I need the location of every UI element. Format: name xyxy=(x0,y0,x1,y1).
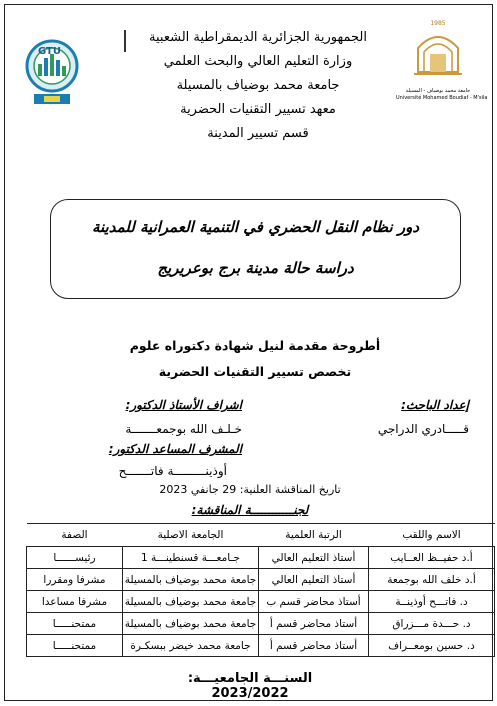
jury-table xyxy=(26,523,495,657)
specialty-line: تخصص تسيير التقنيات الحضرية xyxy=(158,364,352,379)
thesis-title: دور نظام النقل الحضري في التنمية العمرانية للمدينة xyxy=(91,218,420,236)
member-name: د. حسين بومعــراف xyxy=(369,635,495,657)
supervisor-label: اشراف الأستاذ الدكتور: xyxy=(125,398,242,412)
member-rank: أستاذ التعليم العالي xyxy=(259,547,369,569)
university-logo xyxy=(396,18,488,110)
committee-title: لجنــــــــــــة المناقشة: xyxy=(191,503,309,517)
gtu-logo-text: GTU xyxy=(38,46,61,57)
title-box xyxy=(50,199,461,299)
researcher-label: إعداد الباحث: xyxy=(401,398,469,412)
academic-year: السنـــة الجامعيـــة: 2023/2022 xyxy=(187,671,313,701)
header-rank: الرتبة العلمية xyxy=(259,524,369,547)
header-role: الصفة xyxy=(27,524,123,547)
institute-line: معهد تسيير التقنيات الحضرية xyxy=(180,102,336,117)
member-university: جامعة محمد بوضياف بالمسيلة xyxy=(123,569,259,591)
member-university: جامعة محمد بوضياف بالمسيلة xyxy=(123,613,259,635)
researcher-name: قـــــادري الدراجي xyxy=(377,422,469,436)
defense-date: تاريخ المناقشة العلنية: 29 جانفي 2023 xyxy=(159,483,341,496)
member-rank: أستاذ محاضر قسم ب xyxy=(259,591,369,613)
member-role: مشرفا ومقررا xyxy=(27,569,123,591)
table-row xyxy=(27,613,495,635)
member-rank: أستاذ التعليم العالي xyxy=(259,569,369,591)
member-university: جامعة محمد بوضياف بالمسيلة xyxy=(123,591,259,613)
university-line: جامعة محمد بوضياف بالمسيلة xyxy=(176,78,340,93)
table-row xyxy=(27,591,495,613)
member-university: جـامعـــة قسنطينـــة 1 xyxy=(123,547,259,569)
table-row xyxy=(27,569,495,591)
member-name: د. حـــدة مـــزراق xyxy=(369,613,495,635)
table-row xyxy=(27,547,495,569)
member-role: ممتحنـــــا xyxy=(27,613,123,635)
member-role: رئيســــــا xyxy=(27,547,123,569)
table-row xyxy=(27,635,495,657)
header-university: الجامعة الاصلية xyxy=(123,524,259,547)
thesis-subtitle: دراسة حالة مدينة برج بوعريريج xyxy=(157,259,354,277)
member-rank: أستاذ محاضر قسم أ xyxy=(259,635,369,657)
department-line: قسم تسيير المدينة xyxy=(207,126,309,141)
university-founded-year: 1985 xyxy=(430,20,446,27)
supervisor-name: خـلـف الله بوجمعـــــــة xyxy=(125,422,242,436)
degree-line: أطروحة مقدمة لنيل شهادة دكتوراه علوم xyxy=(129,338,381,353)
jury-header-row xyxy=(27,524,495,547)
ministry-line: وزارة التعليم العالي والبحث العلمي xyxy=(163,54,353,69)
university-logo-caption-latin: Université Mohamed Boudiaf - M'sila xyxy=(396,95,488,101)
republic-line: الجمهورية الجزائرية الديمقراطية الشعبية xyxy=(149,30,367,45)
member-name: أ.د حفيــظ العــايب xyxy=(369,547,495,569)
member-role: ممتحنـــــا xyxy=(27,635,123,657)
co-supervisor-name: أوذينـــــــــة فاتـــــــح xyxy=(118,464,227,478)
university-logo-caption: جامعة محمد بوضياف - المسيلة xyxy=(405,88,471,94)
co-supervisor-label: المشرف المساعد الدكتور: xyxy=(108,442,242,456)
member-role: مشرفا مساعدا xyxy=(27,591,123,613)
institution-header xyxy=(128,26,388,146)
header-name: الاسم واللقب xyxy=(369,524,495,547)
member-name: د. فاتـــح أوذينــة xyxy=(369,591,495,613)
member-university: جامعة محمد خيضر ببسكـرة xyxy=(123,635,259,657)
header-divider xyxy=(124,30,126,52)
member-name: أ.د خلف الله بوجمعة xyxy=(369,569,495,591)
member-rank: أستاذ محاضر قسم أ xyxy=(259,613,369,635)
